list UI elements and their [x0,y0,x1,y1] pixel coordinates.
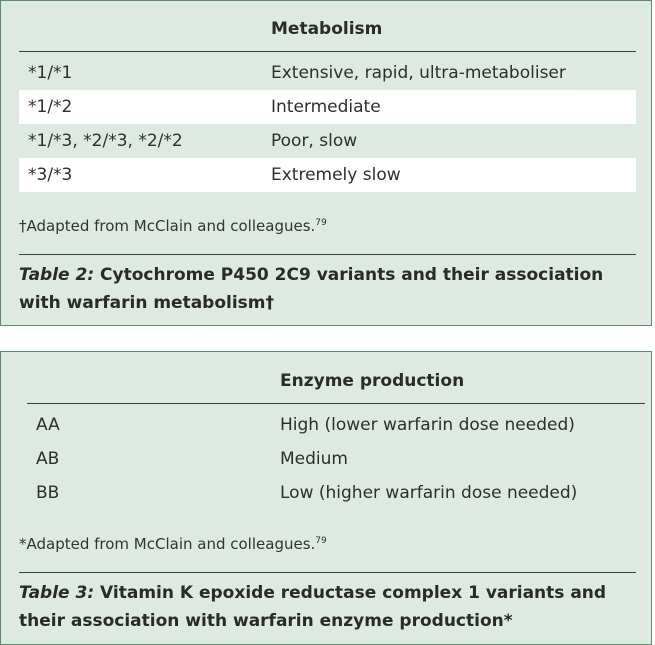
table-3-panel [0,351,652,645]
table-row [27,408,644,442]
genotype-cell: AB [36,449,60,469]
caption-rule [19,572,636,573]
caption-text: Cytochrome P450 2C9 variants and their association with warfarin metabolism† [19,265,604,313]
header-rule [27,403,645,404]
metabolism-cell: Intermediate [271,97,381,117]
footnote-reference: 79 [315,218,327,228]
production-cell: Medium [280,449,348,469]
caption-label: Table 3: [19,583,95,603]
genotype-cell: AA [36,415,60,435]
genotype-cell: *1/*2 [28,97,73,117]
table-footnote [19,535,327,553]
genotype-cell: *3/*3 [28,165,73,185]
table-footnote [19,217,327,235]
footnote-reference: 79 [315,536,327,546]
header-rule [19,51,636,52]
genotype-cell: BB [36,483,60,503]
table-row [27,476,644,510]
column-header-metabolism: Metabolism [271,19,383,39]
caption-rule [19,254,636,255]
table-row [19,158,636,192]
table-row [19,90,636,124]
table-row [19,56,636,90]
genotype-cell: *1/*1 [28,63,73,83]
metabolism-cell: Extremely slow [271,165,401,185]
column-header-enzyme-production: Enzyme production [280,371,465,391]
production-cell: Low (higher warfarin dose needed) [280,483,578,503]
footnote-text: †Adapted from McClain and colleagues. [19,217,316,235]
genotype-cell: *1/*3, *2/*3, *2/*2 [28,131,183,151]
footnote-text: *Adapted from McClain and colleagues. [19,535,316,553]
caption-text: Vitamin K epoxide reductase complex 1 variants and their association with warfarin enzyme production* [19,583,607,631]
production-cell: High (lower warfarin dose needed) [280,415,575,435]
metabolism-cell: Extensive, rapid, ultra-metaboliser [271,63,566,83]
table-row [19,124,636,158]
caption-label: Table 2: [19,265,95,285]
metabolism-cell: Poor, slow [271,131,358,151]
table-caption [19,579,629,635]
table-caption [19,261,619,317]
table-row [27,442,644,476]
